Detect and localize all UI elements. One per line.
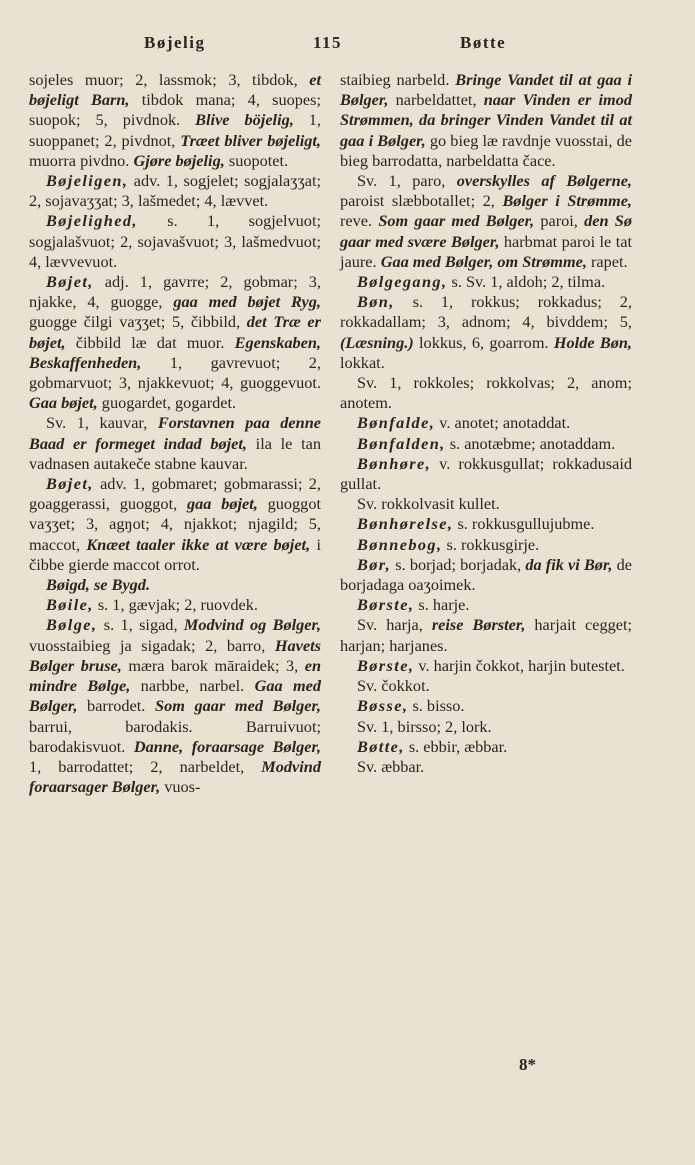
entry-text: Sv. 1, paro, (357, 171, 457, 191)
entry-text: Sv. 1, rokkoles; rokkolvas; 2, anom; anotem. (340, 373, 632, 413)
entry-text: de borjadaga oaʒoimek. (340, 554, 632, 595)
entry-text: guogardet, gogardet. (97, 393, 237, 413)
dictionary-entry (340, 434, 632, 454)
entry-text: guoggot vaʒʒet; 3, agŋot; 4, njakkot; njagild; 5, maccot, (29, 494, 321, 554)
signature-mark: 8* (519, 1055, 536, 1074)
entry-text: s. anotæbme; anotaddam. (445, 433, 616, 453)
entry-text: s. 1, gævjak; 2, ruovdek. (93, 595, 258, 615)
entry-text: s. ebbir, æbbar. (404, 736, 508, 756)
entry-text: narbeldattet, (388, 90, 484, 110)
italic-phrase: Havets Bølger bruse, (29, 635, 321, 675)
headword: Bøile, (46, 595, 94, 615)
dictionary-entry (29, 615, 321, 797)
dictionary-entry (340, 656, 632, 676)
dictionary-entry (340, 454, 632, 494)
headword: Bøjet, (46, 272, 94, 292)
entry-text: Sv. čokkot. (357, 676, 430, 696)
dictionary-entry (29, 272, 321, 413)
italic-phrase: Gaa bøjet, (29, 393, 98, 413)
italic-phrase: Bringe Vandet til at gaa i Bølger, (340, 70, 633, 110)
entry-text: vuos- (160, 777, 201, 797)
entry-text: barrui, barodakis. Barruivuot; barodakisvuot. (29, 716, 321, 756)
italic-phrase: Modvind foraarsager Bølger, (29, 756, 321, 797)
italic-phrase: Som gaar med Bølger, (155, 696, 321, 716)
entry-text: adj. 1, gavrre; 2, gobmar; 3, njakke, 4, guogge, (29, 272, 321, 312)
entry-text: s. borjad; borjadak, (391, 554, 526, 574)
entry-text: adv. 1, sogjelet; sogjalaʒʒat; 2, sojavaʒʒat; 3, lašmedet; 4, lævvet. (29, 171, 321, 211)
left-column (29, 70, 321, 797)
headword: Bøjeligen, (46, 171, 129, 191)
headword: Bør, (357, 554, 392, 574)
entry-text: v. harjin čokkot, harjin butestet. (414, 655, 625, 675)
dictionary-entry (340, 171, 632, 272)
entry-text: ila le tan vadnasen autakeče stabne kauvar. (29, 433, 321, 473)
entry-text: i čibbe gierde maccot orrot. (29, 534, 321, 574)
headword: Bølge, (46, 615, 98, 635)
entry-text: s. rokkusgirje. (442, 534, 540, 554)
dictionary-entry (340, 494, 632, 514)
dictionary-entry (340, 615, 632, 655)
dictionary-entry (29, 474, 321, 575)
entry-text: Sv. harja, (357, 615, 432, 635)
entry-text: muorra pivdno. (29, 150, 134, 170)
entry-text: v. anotet; anotaddat. (435, 413, 571, 433)
italic-phrase: Bølger i Strømme, (502, 191, 632, 211)
entry-text: Sv. rokkolvasit kullet. (357, 494, 500, 514)
dictionary-entry (340, 70, 632, 171)
entry-text: paroist slæbbotallet; 2, (340, 191, 503, 211)
dictionary-entry (340, 717, 632, 737)
dictionary-entry (340, 737, 632, 757)
page-number: 115 (313, 33, 343, 52)
dictionary-entry (340, 514, 632, 534)
headword: Bøn, (357, 292, 395, 312)
entry-text: harjait cegget; harjan; harjanes. (340, 615, 632, 655)
dictionary-entry (29, 595, 321, 615)
italic-phrase: Gaa med Bølger, (29, 676, 322, 716)
italic-phrase: den Sø gaar med svære Bølger, (340, 211, 632, 251)
headword: Bøjelighed, (46, 211, 138, 231)
header-right-guideword: Bøtte (460, 33, 507, 52)
entry-text: s. harje. (414, 595, 470, 615)
entry-text: s. rokkusgullujubme. (453, 514, 595, 534)
dictionary-entry (29, 171, 321, 211)
italic-phrase: reise Børster, (431, 615, 526, 635)
headword: Bønhøre, (357, 453, 432, 473)
italic-phrase: da fik vi Bør, (525, 554, 613, 574)
headword: Bøtte, (357, 736, 405, 756)
dictionary-entry (340, 535, 632, 555)
entry-text: guogge čilgi vaʒʒet; 5, čibbild, (29, 312, 247, 332)
dictionary-entry (340, 676, 632, 696)
italic-phrase: Bøigd, se Bygd. (46, 575, 151, 595)
entry-text: paroi, (534, 211, 585, 231)
italic-phrase: Som gaar med Bølger, (378, 211, 535, 231)
entry-text: suopotet. (224, 150, 289, 170)
headword: Bøjet, (46, 474, 94, 494)
dictionary-entry (340, 696, 632, 716)
entry-text: lokkus, 6, goarrom. (413, 332, 554, 352)
italic-phrase: overskylles af Bølgerne, (456, 171, 632, 191)
entry-text: sojeles muor; 2, lassmok; 3, tibdok, (29, 70, 310, 89)
italic-phrase: gaa bøjet, (186, 494, 258, 514)
headword: Børste, (357, 595, 415, 615)
entry-text: reve. (340, 211, 379, 231)
italic-phrase: gaa med bøjet Ryg, (173, 292, 321, 312)
dictionary-entry (29, 211, 321, 272)
entry-text: 1, suoppanet; 2, pivdnot, (29, 110, 322, 150)
entry-text: adv. 1, gobmaret; gobmarassi; 2, goaggerassi, guoggot, (29, 474, 321, 514)
italic-phrase: Gjøre bøjelig, (133, 150, 225, 170)
dictionary-entry (29, 413, 321, 474)
dictionary-entry (340, 555, 632, 595)
entry-text: rapet. (586, 251, 628, 271)
entry-text: mæra barok māraidek; 3, (121, 655, 305, 675)
entry-text: go bieg læ ravdnje vuosstai, de bieg barrodatta, narbeldatta čace. (340, 130, 633, 170)
right-column (340, 70, 632, 777)
entry-text: Sv. 1, kauvar, (46, 413, 158, 433)
entry-text: 1, barrodattet; 2, narbeldet, (29, 756, 262, 776)
entry-text: s. 1, rokkus; rokkadus; 2, rokkadallam; 3, adnom; 4, bivddem; 5, (340, 292, 632, 332)
dictionary-entry (340, 595, 632, 615)
entry-text: 1, gavrevuot; 2, gobmarvuot; 3, njakkevuot; 4, guoggevuot. (29, 352, 321, 393)
dictionary-entry (340, 272, 632, 292)
italic-phrase: en mindre Bølge, (29, 655, 321, 696)
italic-phrase: Modvind og Bølger, (183, 615, 321, 635)
dictionary-entry (29, 70, 321, 171)
entry-text: tibdok mana; 4, suopes; suopok; 5, pivdnok. (29, 90, 321, 130)
entry-text: s. Sv. 1, aldoh; 2, tilma. (447, 272, 606, 292)
entry-text: barrodet. (77, 696, 156, 716)
headword: Bønnebog, (357, 534, 443, 554)
italic-phrase: Forstavnen paa denne Baad er formeget indad bøjet, (29, 413, 321, 453)
entry-text: harbmat paroi le tat jaure. (340, 231, 632, 271)
entry-text: Sv. æbbar. (357, 756, 425, 776)
dictionary-entry (340, 413, 632, 433)
running-head (28, 33, 668, 59)
headword: Bønhørelse, (357, 514, 454, 534)
italic-phrase: Knæet taaler ikke at være bøjet, (86, 534, 311, 554)
dictionary-entry (340, 373, 632, 413)
italic-phrase: det Træ er bøjet, (29, 312, 321, 352)
italic-phrase: et bøjeligt Barn, (29, 70, 321, 110)
entry-text: s. bisso. (408, 696, 465, 716)
entry-text: lokkat. (340, 352, 385, 372)
entry-text: v. rokkusgullat; rokkadusaid gullat. (340, 453, 632, 494)
dictionary-entry (340, 757, 632, 777)
headword: Bøsse, (357, 696, 409, 716)
entry-text: narbbe, narbel. (130, 676, 255, 696)
entry-text: Sv. 1, birsso; 2, lork. (357, 716, 492, 736)
headword: Bønfalde, (357, 413, 436, 433)
dictionary-entry (29, 575, 321, 595)
headword: Bølgegang, (357, 272, 448, 292)
dictionary-entry (340, 292, 632, 373)
italic-phrase: Træet bliver bøjeligt, (180, 130, 322, 150)
entry-text: s. 1, sigad, (97, 615, 184, 635)
headword: Børste, (357, 655, 415, 675)
italic-phrase: Blive böjelig, (195, 110, 294, 130)
entry-text: staibieg narbeld. (340, 70, 456, 89)
headword: Bønfalden, (357, 433, 446, 453)
entry-text: vuosstaibieg ja sigadak; 2, barro, (29, 635, 275, 655)
italic-phrase: Danne, foraarsage Bølger, (133, 736, 321, 756)
italic-phrase: Holde Bøn, (553, 332, 632, 352)
entry-text: čibbild læ dat muor. (65, 332, 235, 352)
italic-phrase: Gaa med Bølger, om Strømme, (380, 251, 587, 271)
italic-phrase: (Læsning.) (340, 332, 414, 352)
italic-phrase: Egenskaben, Beskaffenheden, (29, 332, 321, 372)
entry-text: s. 1, sogjelvuot; sogjalašvuot; 2, sojavašvuot; 3, lašmedvuot; 4, lævvevuot. (29, 211, 321, 271)
italic-phrase: naar Vinden er imod Strømmen, da bringer Vinden Vandet til at gaa i Bølger, (340, 90, 632, 150)
header-left-guideword: Bøjelig (144, 33, 206, 52)
